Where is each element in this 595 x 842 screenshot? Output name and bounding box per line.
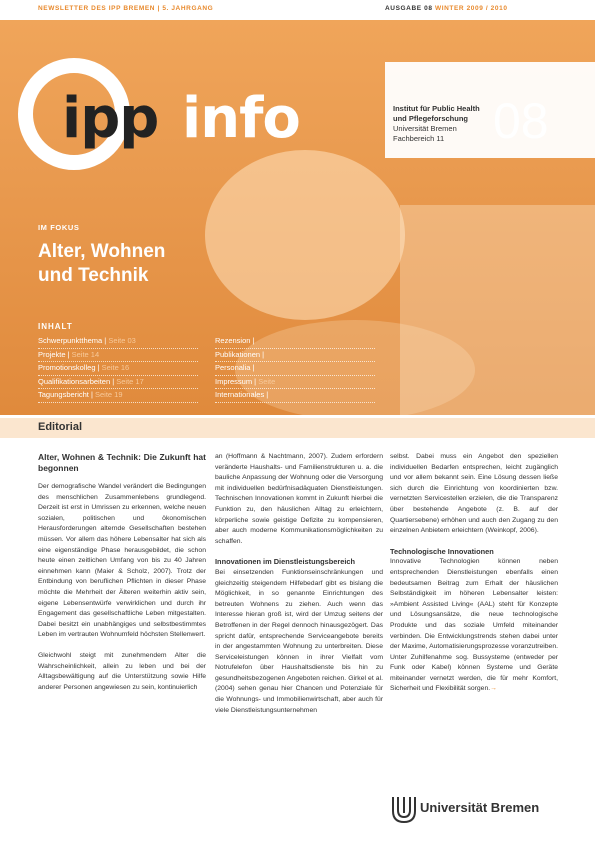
contents-left bbox=[38, 335, 198, 403]
editorial-bar bbox=[0, 418, 595, 438]
continue-arrow-icon[interactable]: → bbox=[490, 685, 497, 693]
editorial-column-3 bbox=[390, 452, 558, 695]
university-name: Universität Bremen bbox=[420, 800, 540, 815]
toc-item[interactable] bbox=[38, 349, 198, 363]
toc-item[interactable] bbox=[38, 376, 198, 390]
toc-page: Seite 16 bbox=[99, 363, 130, 372]
paragraph: Der demografische Wandel verändert die Bedingungen des menschlichen Zusammenlebens grundlegend. Derzeit ist erst in Umrissen zu erkennen, welche neuen sozialen, politischen und ökonomischen Herausforderungen alternde Gesellschaften bestehen müssen. Vor allem das höhere Lebensalter hat sich als eine eigenständige Phase herausgebildet, die schon heute einen zeitlichen Umfang von bis zu 40 Jahren einnehmen kann (Maier & Scholz, 2007). Trotz der Entbindung von beruflichen Pflichten in dieser Phase möchte die Mehrheit der Älteren weiterhin aktiv sein, eigene Lebensentwürfe verwirklichen und durch ihr Engagement das gesellschaftliche Leben mitgestalten. Dabei besitzt ein unabhängiges und selbstbestimmtes Leben im vertrauten Wohnumfeld höchsten Stellenwert. bbox=[38, 483, 206, 639]
toc-item[interactable] bbox=[38, 335, 198, 349]
editorial-heading: Alter, Wohnen & Technik: Die Zukunft hat begonnen bbox=[38, 452, 206, 473]
paragraph-text: Innovative Technologien können neben entsprechenden Dienstleistungen ebenfalls einen bedeutsamen Beitrag zum Erhalt der häuslichen Selbständigkeit im höheren Lebensalter leisten: »Ambient Assisted Living« (AAL) steht für Konzepte und Lösungsansätze, die neue technologische Produkte und das soziale Umfeld miteinander verbinden. Die Entwicklungstrends stehen dabei unter der Maxime, Automatisierungsprozesse voranzutreiben. Unter Zuhilfenahme sog. Bussysteme (entweder per Funk oder Kabel) können Systeme und Geräte miteinander vernetzt werden, die für mehr Komfort, Sicherheit und Flexibilität sorgen. bbox=[390, 558, 558, 693]
editorial-title: Editorial bbox=[38, 421, 83, 433]
institute-faculty: Fachbereich 11 bbox=[393, 134, 445, 143]
toc-item[interactable] bbox=[215, 335, 375, 349]
top-bar bbox=[0, 0, 595, 20]
toc-item[interactable] bbox=[38, 389, 198, 403]
toc-label: Internationales | bbox=[215, 390, 269, 399]
focus-kicker: IM FOKUS bbox=[38, 223, 80, 232]
toc-item[interactable] bbox=[215, 376, 375, 390]
paragraph bbox=[390, 557, 558, 695]
toc-page: Seite 17 bbox=[114, 376, 144, 386]
toc-label: Projekte | bbox=[38, 349, 70, 359]
toc-label: Personalia | bbox=[215, 363, 255, 372]
toc-item[interactable] bbox=[215, 362, 375, 376]
paragraph: selbst. Dabei muss ein Angebot den speziellen individuellen Bedarfen entsprechen, leicht zugänglich und vor allem bekannt sein. Eine Lösung dessen ließe sich durch die Einrichtung von koordinierten bzw. vernetzten Servicestellen erzielen, die die Transparenz über bestehende Angebote (z. B. auf der Quartiersebene) erhöhen und auch den Zugang zu den einzelnen Anbietern erleichtern (Weinkopf, 2006). bbox=[390, 453, 558, 535]
toc-page: Seite 14 bbox=[69, 349, 100, 359]
issue-label: AUSGABE 08 bbox=[385, 5, 433, 12]
toc-item[interactable] bbox=[38, 362, 198, 376]
issue-season: WINTER 2009 / 2010 bbox=[432, 5, 508, 12]
toc-label: Qualifikationsarbeiten | bbox=[38, 376, 115, 386]
paragraph: an (Hoffmann & Nachtmann, 2007). Zudem erfordern veränderte Haushalts- und Familienstrukturen u. a. die bauliche Anpassung der Wohnung oder die Versorgung mit individuellen bedürfnisadäquaten Dienstleistungen. Technischen Innovationen kommt in Zukunft hierbei die Funktion zu, den häuslichen Alltag zu erleichtern, körperliche sowie geistige Defizite zu kompensieren, aber auch moderne Kommunikationsmöglichkeiten zu schaffen. bbox=[215, 453, 383, 545]
contents-right bbox=[215, 335, 375, 403]
university-emblem-icon bbox=[390, 795, 418, 825]
toc-page: Seite 19 bbox=[92, 390, 123, 399]
toc-label: Publikationen | bbox=[215, 349, 265, 359]
newsletter-line: NEWSLETTER DES IPP BREMEN | 5. JAHRGANG bbox=[38, 5, 214, 12]
headline-line-1: Alter, Wohnen bbox=[38, 241, 166, 262]
toc-item[interactable] bbox=[215, 389, 375, 403]
paragraph: Gleichwohl steigt mit zunehmendem Alter die Wahrscheinlichkeit, allein zu leben und bei der Alltagsbewältigung auf die Unterstützung sowie Hilfe anderer Personen angewiesen zu sein, kontinuierlich bbox=[38, 651, 206, 691]
logo-ipp: ipp bbox=[62, 86, 159, 151]
toc-label: Tagungsbericht | bbox=[38, 390, 93, 399]
institute-university: Universität Bremen bbox=[393, 124, 457, 133]
toc-page: Seite bbox=[256, 376, 276, 386]
contents-title: INHALT bbox=[38, 322, 73, 331]
institute-name-1: Institut für Public Health bbox=[393, 104, 480, 113]
logo-info: info bbox=[182, 86, 300, 151]
toc-item[interactable] bbox=[215, 349, 375, 363]
toc-label: Rezension | bbox=[215, 336, 255, 345]
headline-line-2: und Technik bbox=[38, 265, 149, 286]
toc-label: Schwerpunktthema | bbox=[38, 336, 107, 345]
editorial-column-1 bbox=[38, 452, 206, 703]
toc-label: Impressum | bbox=[215, 376, 257, 386]
editorial-column-2 bbox=[215, 452, 383, 726]
institute-block bbox=[393, 104, 503, 144]
institute-name-2: und Pflegeforschung bbox=[393, 114, 468, 123]
portrait-photo bbox=[205, 150, 405, 320]
issue-line bbox=[385, 5, 508, 12]
screen-photo bbox=[400, 205, 595, 415]
subheading: Technologische Innovationen bbox=[390, 546, 494, 556]
issue-number: 08 bbox=[493, 93, 549, 149]
subheading: Innovationen im Dienstleistungsbereich bbox=[215, 557, 356, 567]
paragraph: Bei einsetzenden Funktionseinschränkungen und gleichzeitig steigendem Hilfebedarf gibt es bislang die Möglichkeit, in so genannte Einrichtungen des betreuten Wohnens zu ziehen. Auch wenn das Interesse hieran groß ist, wird der Umzug seitens der Betroffenen in der Regel dennoch hinausgezögert. Das spricht dafür, entsprechende Serviceangebote bereits in der angestammten Wohnung zu unterbreiten. Diese Serviceleistungen können in ihrer Vielfalt vom Notrufelefon über Haushaltsdienste bis hin zu gesundheitsbezogenen Angeboten reichen. Girkel et al. (2004) sehen genau hier Chancen und Potenziale für die Wohnungs- und Immobilienwirtschaft, aber auch für viele Dienstleistungsunternehmen bbox=[215, 568, 383, 714]
toc-label: Promotionskolleg | bbox=[38, 363, 100, 372]
focus-headline bbox=[38, 240, 165, 288]
toc-page: Seite 03 bbox=[106, 336, 136, 345]
